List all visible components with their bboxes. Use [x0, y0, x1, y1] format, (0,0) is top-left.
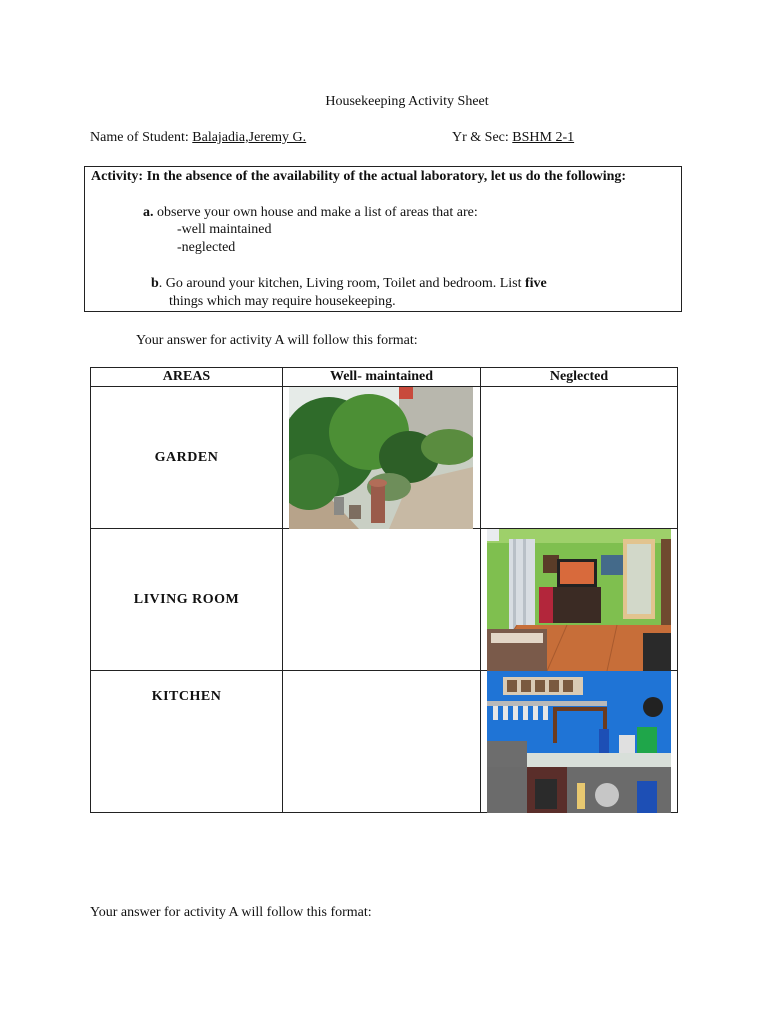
kitchen-photo: [487, 671, 671, 813]
area-garden: GARDEN: [91, 387, 283, 529]
activity-b-bold: five: [525, 276, 547, 291]
table-row: [91, 529, 678, 671]
area-living-room: LIVING ROOM: [91, 529, 283, 671]
kitchen-well-maintained-cell: [283, 671, 481, 813]
header-well-maintained: Well- maintained: [283, 368, 481, 387]
garden-neglected-cell: [481, 387, 678, 529]
student-name-label: Name of Student:: [90, 130, 189, 145]
format-note-bottom: Your answer for activity A will follow this format:: [90, 905, 372, 920]
garden-well-maintained-cell: [283, 387, 481, 529]
kitchen-neglected-cell: [481, 671, 678, 813]
student-name-line: [90, 130, 306, 146]
format-note-top: Your answer for activity A will follow this format:: [136, 333, 418, 348]
living-room-neglected-cell: [481, 529, 678, 671]
table-row: [91, 671, 678, 813]
header-neglected: Neglected: [481, 368, 678, 387]
activity-a-text: observe your own house and make a list of areas that are:: [153, 205, 478, 220]
header-areas: AREAS: [91, 368, 283, 387]
year-section-line: [452, 130, 574, 146]
areas-table: [90, 367, 678, 813]
activity-item-a: [143, 205, 478, 221]
activity-instructions-box: [84, 166, 682, 312]
table-header-row: [91, 368, 678, 387]
living-room-photo: [487, 529, 671, 671]
year-section-label: Yr & Sec:: [452, 130, 509, 145]
activity-b-text: . Go around your kitchen, Living room, Toilet and bedroom. List: [158, 276, 525, 291]
living-room-well-maintained-cell: [283, 529, 481, 671]
activity-a-item-well-maintained: -well maintained: [177, 222, 272, 237]
area-kitchen: KITCHEN: [91, 671, 283, 813]
activity-a-item-neglected: -neglected: [177, 240, 236, 255]
year-section-value: BSHM 2-1: [512, 130, 575, 145]
garden-photo: [289, 387, 473, 529]
activity-b-continuation: things which may require housekeeping.: [169, 294, 396, 309]
table-row: [91, 387, 678, 529]
activity-item-b: [151, 276, 547, 292]
sheet-title: Housekeeping Activity Sheet: [325, 94, 489, 109]
activity-heading: Activity: In the absence of the availability of the actual laboratory, let us do the following:: [91, 169, 627, 184]
activity-b-marker: b: [151, 276, 159, 291]
student-name-value: Balajadia,Jeremy G.: [192, 130, 307, 145]
activity-a-marker: a.: [143, 205, 154, 220]
